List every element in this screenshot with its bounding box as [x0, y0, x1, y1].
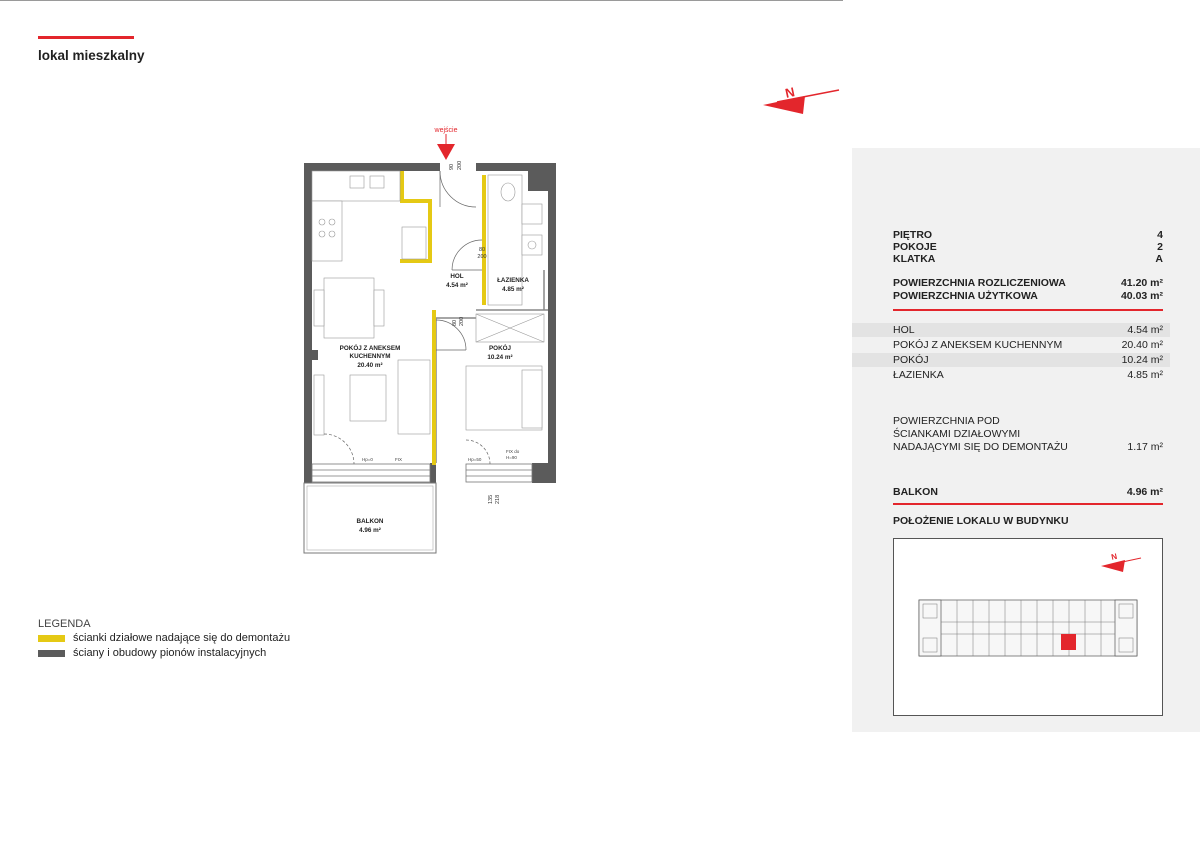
divider-red: [893, 309, 1163, 311]
door-main-dim-2: 200: [457, 160, 463, 170]
info-balkon: BALKON 4.96 m²: [893, 486, 1163, 498]
window-right-fix2: H=90: [506, 455, 517, 460]
floor-plan: [290, 120, 570, 560]
room-hol-area: 4.54 m²: [446, 282, 468, 289]
room-hol-name: HOL: [450, 273, 464, 280]
room-pokoj-area: 10.24 m²: [487, 354, 513, 361]
entrance-arrow-icon: [437, 144, 455, 160]
info-pietro: PIĘTRO 4: [893, 229, 1163, 241]
info-room-row: HOL 4.54 m²: [893, 324, 1163, 336]
room-balkon-area: 4.96 m²: [359, 527, 381, 534]
bedroom-furniture: [466, 314, 544, 430]
room-lazienka-area: 4.85 m²: [502, 286, 524, 293]
legend-label: ściany i obudowy pionów instalacyjnych: [73, 647, 267, 659]
room-balkon-name: BALKON: [356, 518, 384, 525]
page-title: lokal mieszkalny: [38, 48, 145, 63]
svg-text:N: N: [1110, 551, 1118, 562]
brand-accent-bar: [38, 36, 134, 39]
door-bath-dim-2: 200: [477, 254, 487, 260]
windows: [312, 464, 532, 482]
info-klatka: KLATKA A: [893, 253, 1163, 265]
info-room-row: POKÓJ Z ANEKSEM KUCHENNYM 20.40 m²: [893, 339, 1163, 351]
apartment-marker: [1061, 634, 1076, 650]
room-salon-name-2: KUCHENNYM: [349, 353, 391, 360]
top-border: [0, 0, 843, 1]
info-pod-scianami-3: NADAJĄCYMI SIĘ DO DEMONTAŻU 1.17 m²: [893, 441, 1163, 453]
info-pow-rozliczeniowa: POWIERZCHNIA ROZLICZENIOWA 41.20 m²: [893, 277, 1163, 289]
info-pod-scianami-1: POWIERZCHNIA POD: [893, 415, 1000, 427]
info-pokoje: POKOJE 2: [893, 241, 1163, 253]
window-left-note: Hp=0: [362, 457, 373, 462]
window-left-fix: FIX: [395, 457, 403, 462]
legend-swatch-gray: [38, 650, 65, 657]
room-lazienka-name: ŁAZIENKA: [497, 277, 529, 284]
door-room-dim-2: 200: [459, 316, 465, 326]
room-salon-name-1: POKÓJ Z ANEKSEM: [339, 345, 401, 352]
info-polozenie-title: POŁOŻENIE LOKALU W BUDYNKU: [893, 515, 1069, 527]
info-pow-uzytkowa: POWIERZCHNIA UŻYTKOWA 40.03 m²: [893, 290, 1163, 302]
window-right-note: Hp=50: [468, 457, 482, 462]
building-location-map: [893, 538, 1163, 716]
compass-north-icon: [755, 78, 845, 118]
room-salon-area: 20.40 m²: [357, 362, 383, 369]
building-outline: [919, 600, 1137, 656]
window-right-dim-1: 135: [488, 494, 494, 504]
window-right-dim-2: 218: [495, 494, 501, 504]
compass-label: N: [783, 84, 797, 101]
legend-item-partitions: [38, 632, 290, 644]
info-room-row: ŁAZIENKA 4.85 m²: [893, 369, 1163, 381]
room-pokoj-name: POKÓJ: [488, 345, 512, 352]
legend-item-walls: [38, 647, 266, 659]
info-pod-scianami-2: ŚCIANKAMI DZIAŁOWYMI: [893, 428, 1021, 440]
info-room-row: POKÓJ 10.24 m²: [893, 354, 1163, 366]
door-room-dim-1: 80: [452, 319, 458, 326]
door-bath-dim-1: 80: [478, 247, 486, 253]
entrance-label: wejście: [434, 127, 458, 134]
legend-swatch-yellow: [38, 635, 65, 642]
window-right-fix: FIX do: [506, 449, 520, 454]
legend-title: LEGENDA: [38, 618, 91, 630]
legend-label: ścianki działowe nadające się do demontażu: [73, 632, 291, 644]
door-main-dim-1: 90: [449, 163, 455, 170]
divider-red: [893, 503, 1163, 505]
kitchen-furniture: [312, 171, 430, 435]
